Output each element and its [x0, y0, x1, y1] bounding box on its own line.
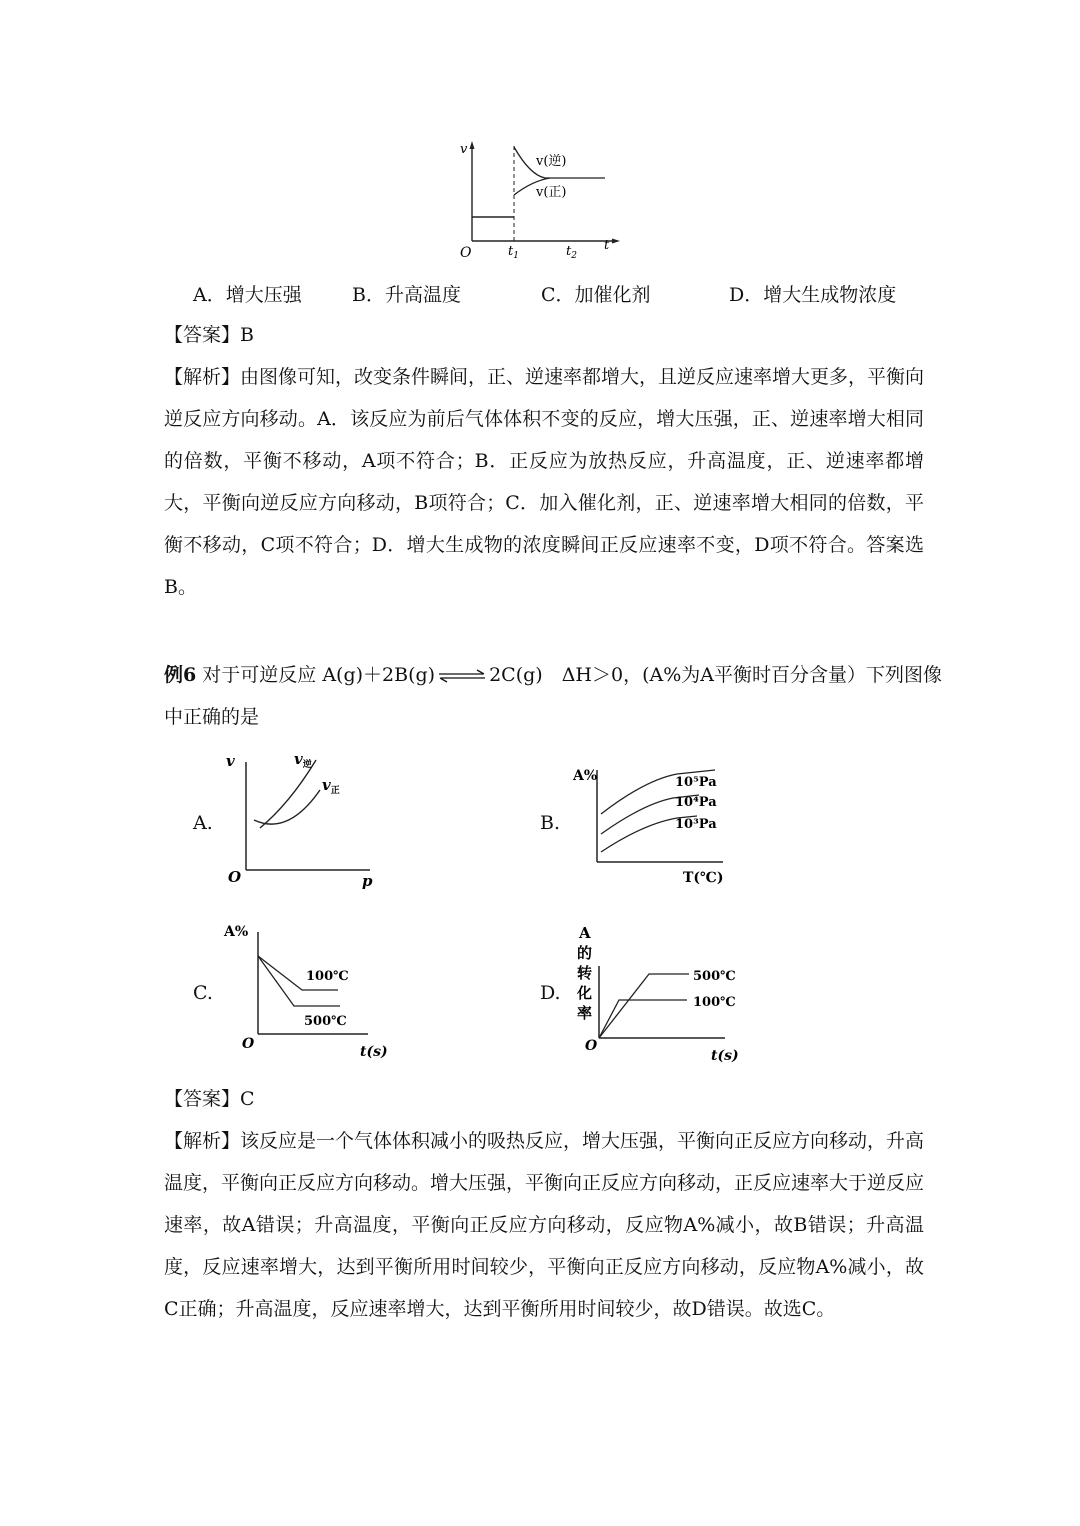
q5-t1-label: t [508, 244, 514, 259]
q6-stem-line2: 中正确的是 [164, 706, 260, 728]
chart-a-origin: O [228, 868, 242, 886]
chart-d-y-axis-char-4: 化 [577, 984, 593, 1002]
q6-stem [164, 654, 942, 696]
svg-text:v正 [322, 776, 340, 796]
chart-d-x-axis: t(s) [711, 1048, 739, 1064]
q5-option-b: B．升高温度 [352, 284, 461, 306]
q5-velocity-time-figure [440, 135, 630, 265]
chart-c-x-axis: t(s) [360, 1044, 388, 1060]
chart-d-curve-100: 100℃ [693, 995, 736, 1010]
q6-stem-part2: 2C(g) ΔH＞0，(A%为A平衡时百分含量）下列图像 [489, 664, 942, 686]
chart-b-letter: B. [540, 812, 561, 834]
q5-rev-curve-label: v(逆) [536, 154, 567, 169]
chart-d-origin: O [585, 1038, 598, 1054]
chart-a-velocity-pressure [220, 748, 390, 893]
chart-b-curve-1e5: 10⁵Pa [675, 775, 717, 790]
chart-a-rev-label: v [294, 750, 303, 768]
svg-text:v逆 [294, 750, 312, 770]
chart-a-letter: A. [193, 812, 213, 834]
chart-a-fwd-sub: 正 [330, 786, 340, 796]
chart-a-rev-sub: 逆 [302, 760, 312, 770]
q5-origin-label: O [460, 245, 472, 261]
equilibrium-arrow-icon [437, 669, 487, 683]
q6-label: 例6 [164, 664, 197, 686]
svg-text:t2 [566, 244, 577, 261]
chart-a-y-axis: v [226, 752, 235, 770]
chart-d-y-axis-char-3: 转 [577, 964, 593, 982]
chart-a-x-axis: p [362, 872, 373, 890]
q5-option-c: C．加催化剂 [541, 284, 651, 306]
chart-c-letter: C. [193, 982, 213, 1004]
chart-b-curve-1e3: 10³Pa [675, 817, 717, 832]
chart-a-fwd-label: v [322, 776, 331, 794]
chart-b-y-axis: A% [573, 768, 598, 784]
q5-analysis: 【解析】由图像可知，改变条件瞬间，正、逆速率都增大，且逆反应速率增大更多，平衡向逆反应方向移动。A．该反应为前后气体体积不变的反应，增大压强，正、逆速率增大相同的倍数，平衡不移动，A项不符合；B．正反应为放热反应，升高温度，正、逆速率都增大，平衡向逆反应方向移动，B项符合；C．加入催化剂，正、逆速率增大相同的倍数，平衡不移动，C项不符合；D．增大生成物的浓度瞬间正反应速率不变，D项不符合。答案选B。 [164, 366, 925, 598]
chart-c-y-axis: A% [224, 924, 249, 940]
q5-option-a: A．增大压强 [193, 284, 302, 306]
chart-b-curve-1e4: 10⁴Pa [675, 795, 717, 810]
q5-t-axis-label: t [604, 238, 610, 253]
chart-c-origin: O [242, 1036, 255, 1052]
chart-c-curve-100: 100℃ [306, 969, 349, 984]
chart-d-curve-500: 500℃ [693, 969, 736, 984]
q6-analysis: 【解析】该反应是一个气体体积减小的吸热反应，增大压强，平衡向正反应方向移动，升高温度，平衡向正反应方向移动。增大压强，平衡向正反应方向移动，正反应速率大于逆反应速率，故A错误；升高温度，平衡向正反应方向移动，反应物A%减小，故B错误；升高温度，反应速率增大，达到平衡所用时间较少，平衡向正反应方向移动，反应物A%减小，故C正确；升高温度，反应速率增大，达到平衡所用时间较少，故D错误。故选C。 [164, 1130, 925, 1320]
chart-d-y-axis-char-2: 的 [577, 944, 593, 962]
q5-fwd-curve-label: v(正) [536, 185, 567, 200]
chart-c-curve-500: 500℃ [304, 1014, 347, 1029]
chart-c-percent-time [220, 918, 390, 1063]
chart-b-percent-temperature [565, 752, 740, 892]
chart-d-y-axis-char-1: A [579, 924, 591, 942]
q6-stem-part1: 对于可逆反应 A(g)＋2B(g) [202, 664, 436, 686]
q5-option-d: D．增大生成物浓度 [729, 284, 897, 306]
chart-b-x-axis: T(℃) [683, 870, 724, 886]
q5-t1-sub: 1 [513, 251, 519, 261]
q6-answer: 【答案】C [164, 1088, 255, 1110]
q5-answer: 【答案】B [164, 324, 254, 346]
svg-text:t1 [508, 244, 519, 261]
chart-d-y-axis-char-5: 率 [577, 1004, 593, 1022]
q5-t2-label: t [566, 244, 572, 259]
q5-y-axis-label: v [460, 142, 468, 157]
q5-t2-sub: 2 [571, 251, 577, 261]
chart-d-conversion-time [565, 918, 755, 1068]
chart-d-letter: D. [540, 982, 561, 1004]
